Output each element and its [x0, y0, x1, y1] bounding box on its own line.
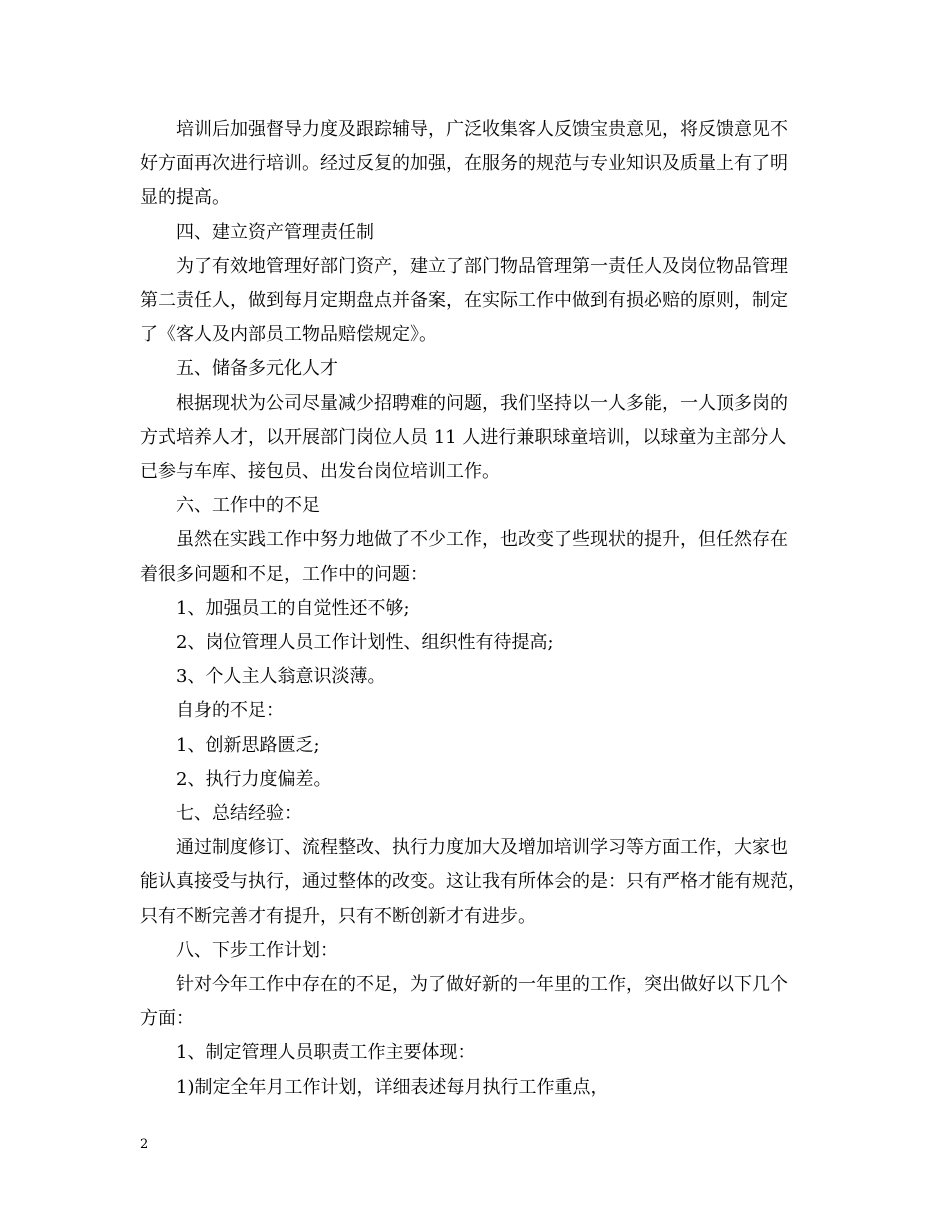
- text-line: 方式培养人才，以开展部门岗位人员 11 人进行兼职球童培训，以球童为主部分人: [140, 426, 787, 448]
- text-line: 1)制定全年月工作计划，详细表述每月执行工作重点，: [176, 1076, 609, 1098]
- paragraph: [140, 387, 812, 490]
- text-line: 培训后加强督导力度及跟踪辅导，广泛收集客人反馈宝贵意见，将反馈意见不: [176, 119, 788, 140]
- text-line: 只有不断完善才有提升，只有不断创新才有进步。: [140, 905, 536, 927]
- paragraph: [140, 1036, 812, 1070]
- text-line: 四、建立资产管理责任制: [176, 221, 374, 243]
- text-line: 3、个人主人翁意识淡薄。: [176, 666, 386, 688]
- text-line: 方面：: [140, 1008, 194, 1030]
- text-line: 了《客人及内部员工物品赔偿规定》。: [140, 324, 437, 346]
- text-line: 根据现状为公司尽量减少招聘难的问题，我们坚持以一人多能，一人顶多岗的: [176, 392, 788, 414]
- paragraph: [140, 626, 812, 660]
- paragraph: [140, 352, 812, 386]
- text-line: 2、执行力度偏差。: [176, 768, 332, 790]
- paragraph: [140, 216, 812, 250]
- text-line: 着很多问题和不足，工作中的问题：: [140, 563, 428, 585]
- paragraph: [140, 592, 812, 626]
- paragraph: [140, 831, 812, 934]
- paragraph: [140, 968, 812, 1036]
- text-line: 六、工作中的不足: [176, 495, 320, 517]
- paragraph: [140, 523, 812, 591]
- paragraph: [140, 489, 812, 523]
- text-line: 已参与车库、接包员、出发台岗位培训工作。: [140, 461, 500, 483]
- paragraph: [140, 1071, 812, 1105]
- paragraph: [140, 729, 812, 763]
- page-number: 2: [140, 1137, 149, 1152]
- text-line: 针对今年工作中存在的不足，为了做好新的一年里的工作，突出做好以下几个: [176, 974, 788, 996]
- text-line: 为了有效地管理好部门资产，建立了部门物品管理第一责任人及岗位物品管理: [176, 255, 788, 277]
- text-line: 1、制定管理人员职责工作主要体现：: [176, 1042, 476, 1064]
- paragraph: [140, 934, 812, 968]
- text-line: 1、创新思路匮乏;: [176, 734, 320, 756]
- text-line: 1、加强员工的自觉性还不够;: [176, 597, 410, 619]
- text-line: 虽然在实践工作中努力地做了不少工作，也改变了些现状的提升，但任然存在: [176, 529, 788, 551]
- text-line: 八、下步工作计划：: [176, 939, 338, 961]
- paragraph: [140, 797, 812, 831]
- text-line: 自身的不足：: [176, 700, 284, 722]
- text-line: 第二责任人，做到每月定期盘点并备案，在实际工作中做到有损必赔的原则，制定: [140, 290, 788, 312]
- text-line: 显的提高。: [140, 187, 230, 209]
- paragraph: [140, 113, 812, 216]
- text-line: 七、总结经验：: [176, 803, 302, 825]
- paragraph: [140, 250, 812, 353]
- text-line: 五、储备多元化人才: [176, 358, 338, 380]
- paragraph: [140, 694, 812, 728]
- text-line: 好方面再次进行培训。经过反复的加强，在服务的规范与专业知识及质量上有了明: [140, 153, 788, 175]
- paragraph: [140, 763, 812, 797]
- text-line: 2、岗位管理人员工作计划性、组织性有待提高;: [176, 632, 554, 654]
- text-line: 通过制度修订、流程整改、执行力度加大及增加培训学习等方面工作，大家也: [176, 837, 788, 859]
- document-body: [140, 113, 812, 1105]
- paragraph: [140, 660, 812, 694]
- text-line: 能认真接受与执行，通过整体的改变。这让我有所体会的是：只有严格才能有规范，: [140, 871, 806, 893]
